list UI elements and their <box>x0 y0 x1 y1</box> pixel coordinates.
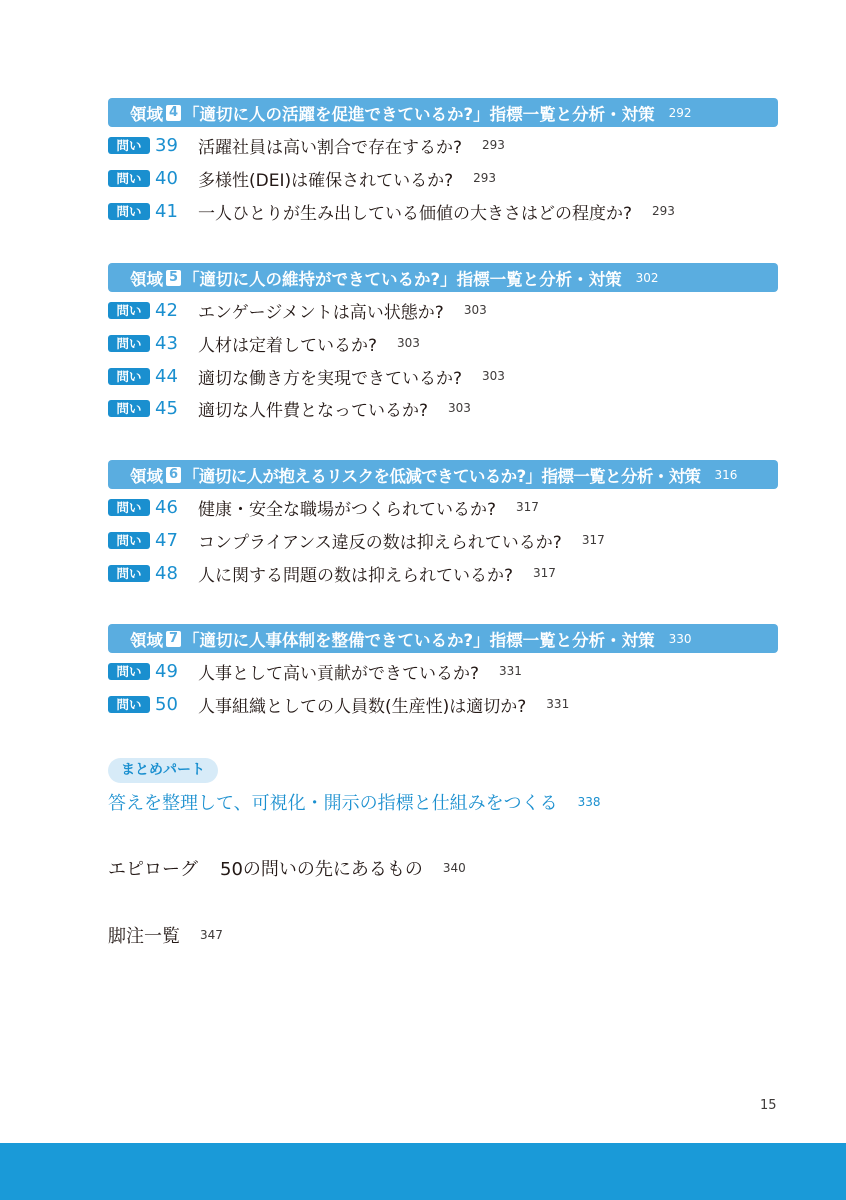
section-header-7 <box>108 624 778 653</box>
footer-band <box>0 1143 846 1200</box>
question-row-48[interactable] <box>108 560 556 586</box>
section-header-6 <box>108 460 778 489</box>
question-text: 適切な働き方を実現できているか? <box>198 368 463 389</box>
question-page: 317 <box>581 533 605 547</box>
question-row-50[interactable] <box>108 691 569 717</box>
question-text: コンプライアンス違反の数は抑えられているか? <box>198 532 562 553</box>
question-page: 293 <box>652 204 675 218</box>
question-badge: 問い <box>108 565 150 582</box>
footnotes-page: 347 <box>200 928 223 942</box>
question-number: 42 <box>155 299 178 321</box>
question-page: 317 <box>533 566 556 580</box>
question-badge: 問い <box>108 696 150 713</box>
section-title: 「適切に人が抱えるリスクを低減できているか?」指標一覧と分析・対策 <box>183 466 701 486</box>
question-number: 49 <box>155 660 178 682</box>
question-row-40[interactable] <box>108 165 496 191</box>
question-page: 303 <box>463 303 487 317</box>
question-badge: 問い <box>108 137 150 154</box>
question-text: エンゲージメントは高い状態か? <box>198 302 444 323</box>
section-title: 「適切に人の維持ができているか?」指標一覧と分析・対策 <box>183 269 622 289</box>
question-page: 303 <box>397 336 420 350</box>
question-text: 人事として高い貢献ができているか? <box>198 663 480 684</box>
summary-part-tag: まとめパート <box>108 758 218 783</box>
question-number: 43 <box>155 332 178 354</box>
question-text: 適切な人件費となっているか? <box>198 400 429 421</box>
question-row-42[interactable] <box>108 297 487 323</box>
question-row-39[interactable] <box>108 132 505 158</box>
question-page: 303 <box>482 369 505 383</box>
section-header-5 <box>108 263 778 292</box>
section-header-4 <box>108 98 778 127</box>
question-page: 293 <box>473 171 497 185</box>
question-badge: 問い <box>108 335 150 352</box>
question-row-49[interactable] <box>108 658 522 684</box>
question-text: 健康・安全な職場がつくられているか? <box>198 499 497 520</box>
question-row-44[interactable] <box>108 363 505 389</box>
question-number: 39 <box>155 134 178 156</box>
epilogue-title: 50の問いの先にあるもの <box>220 859 423 880</box>
section-prefix: 領域 <box>130 466 163 486</box>
question-number: 47 <box>155 529 178 551</box>
epilogue-entry[interactable] <box>108 854 466 882</box>
question-badge: 問い <box>108 499 150 516</box>
question-row-43[interactable] <box>108 330 420 356</box>
question-page: 303 <box>448 401 471 415</box>
question-badge: 問い <box>108 302 150 319</box>
question-text: 一人ひとりが生み出している価値の大きさはどの程度か? <box>198 203 633 224</box>
question-number: 48 <box>155 562 178 584</box>
epilogue-label: エピローグ <box>108 859 198 880</box>
question-text: 人材は定着しているか? <box>198 335 378 356</box>
question-page: 331 <box>499 664 522 678</box>
section-page: 316 <box>714 467 738 482</box>
summary-page: 338 <box>577 795 601 809</box>
question-text: 人事組織としての人員数(生産性)は適切か? <box>198 696 527 717</box>
section-title: 「適切に人事体制を整備できているか?」指標一覧と分析・対策 <box>183 630 655 650</box>
question-row-46[interactable] <box>108 494 539 520</box>
question-number: 44 <box>155 365 178 387</box>
question-text: 多様性(DEI)は確保されているか? <box>198 170 454 191</box>
section-prefix: 領域 <box>130 104 163 124</box>
question-row-41[interactable] <box>108 198 675 224</box>
section-number: 5 <box>166 270 181 286</box>
section-number: 7 <box>166 631 181 647</box>
section-prefix: 領域 <box>130 269 163 289</box>
question-badge: 問い <box>108 532 150 549</box>
question-page: 331 <box>546 697 570 711</box>
question-number: 46 <box>155 496 178 518</box>
question-text: 活躍社員は高い割合で存在するか? <box>198 137 463 158</box>
section-number: 4 <box>166 105 181 121</box>
question-number: 40 <box>155 167 178 189</box>
question-text: 人に関する問題の数は抑えられているか? <box>198 565 514 586</box>
question-page: 317 <box>516 500 539 514</box>
question-row-45[interactable] <box>108 395 471 421</box>
page-number: 15 <box>760 1098 777 1113</box>
footnotes-title: 脚注一覧 <box>108 926 180 947</box>
footnotes-entry[interactable] <box>108 921 223 949</box>
section-page: 302 <box>635 270 659 285</box>
summary-title: 答えを整理して、可視化・開示の指標と仕組みをつくる <box>108 793 558 814</box>
summary-entry[interactable] <box>108 788 601 816</box>
question-badge: 問い <box>108 368 150 385</box>
question-page: 293 <box>482 138 505 152</box>
question-badge: 問い <box>108 663 150 680</box>
question-number: 41 <box>155 200 178 222</box>
question-badge: 問い <box>108 203 150 220</box>
section-prefix: 領域 <box>130 630 163 650</box>
section-page: 330 <box>668 631 692 646</box>
question-badge: 問い <box>108 400 150 417</box>
question-number: 50 <box>155 693 178 715</box>
section-title: 「適切に人の活躍を促進できているか?」指標一覧と分析・対策 <box>183 104 655 124</box>
epilogue-page: 340 <box>442 861 466 875</box>
question-row-47[interactable] <box>108 527 605 553</box>
section-number: 6 <box>166 467 181 483</box>
question-number: 45 <box>155 397 178 419</box>
section-page: 292 <box>668 105 692 120</box>
question-badge: 問い <box>108 170 150 187</box>
